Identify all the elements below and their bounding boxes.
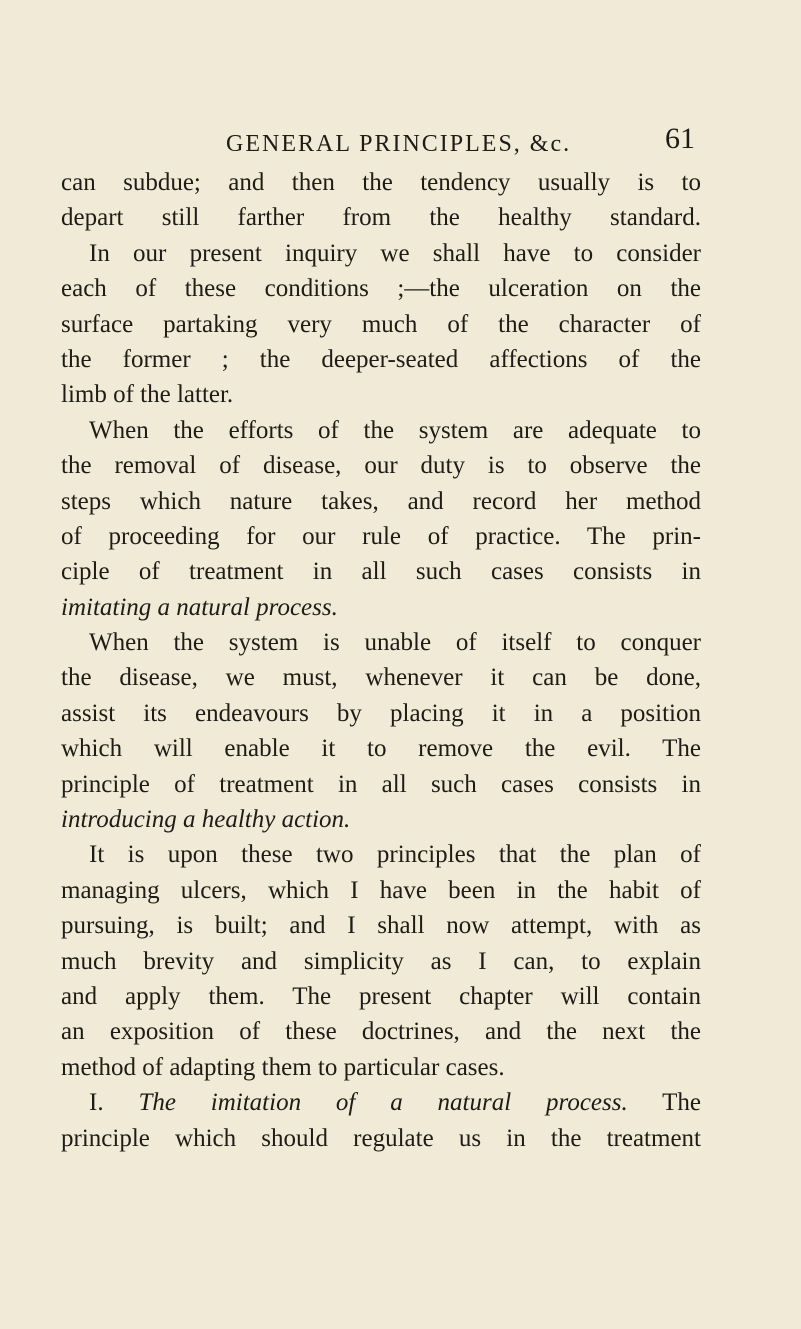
text-line: ciple of treatment in all such cases consists in: [61, 558, 701, 586]
text-line: pursuing, is built; and I shall now attempt, with as: [61, 912, 701, 940]
text-line: principle which should regulate us in the treatment: [61, 1124, 701, 1152]
text-line: When the efforts of the system are adequate to: [89, 416, 701, 444]
section-number: I.: [89, 1089, 104, 1117]
text-line: It is upon these two principles that the plan of: [89, 841, 701, 869]
text-line: and apply them. The present chapter will contain: [61, 982, 701, 1010]
text-line: steps which nature takes, and record her method: [61, 487, 701, 515]
text-line: limb of the latter.: [61, 381, 234, 409]
text-line-italic: [61, 802, 701, 837]
section-title: The imitation of a natural process.: [138, 1089, 628, 1117]
text-line: depart still farther from the healthy standard.: [61, 204, 701, 232]
text-line-italic: [61, 590, 701, 625]
text-line: the removal of disease, our duty is to observe the: [61, 452, 701, 480]
text-line: much brevity and simplicity as I can, to explain: [61, 947, 701, 975]
text-line: the former ; the deeper-seated affections of the: [61, 345, 701, 373]
text-fragment: The: [662, 1089, 701, 1117]
running-head: GENERAL PRINCIPLES, &c.: [226, 131, 572, 157]
text-line: an exposition of these doctrines, and the next the: [61, 1018, 701, 1046]
text-line: each of these conditions ;—the ulceration on the: [61, 275, 701, 303]
italic-phrase: introducing a healthy action.: [61, 806, 351, 834]
page-number: 61: [665, 122, 695, 155]
italic-phrase: imitating a natural process.: [61, 593, 338, 621]
text-line: managing ulcers, which I have been in the habit of: [61, 876, 701, 904]
text-line: In our present inquiry we shall have to consider: [89, 239, 701, 267]
text-line: assist its endeavours by placing it in a position: [61, 699, 701, 727]
text-line: which will enable it to remove the evil. The: [61, 735, 701, 763]
text-line: surface partaking very much of the character of: [61, 310, 701, 338]
text-line-section-heading: [61, 1085, 701, 1120]
text-line: method of adapting them to particular cases.: [61, 1053, 505, 1081]
text-line: the disease, we must, whenever it can be done,: [61, 664, 701, 692]
text-line: can subdue; and then the tendency usually is to: [61, 169, 701, 196]
text-line: When the system is unable of itself to conquer: [89, 629, 701, 657]
text-line: principle of treatment in all such cases consists in: [61, 770, 701, 798]
body-text: [61, 165, 701, 1156]
text-line: of proceeding for our rule of practice. The prin-: [61, 522, 701, 550]
